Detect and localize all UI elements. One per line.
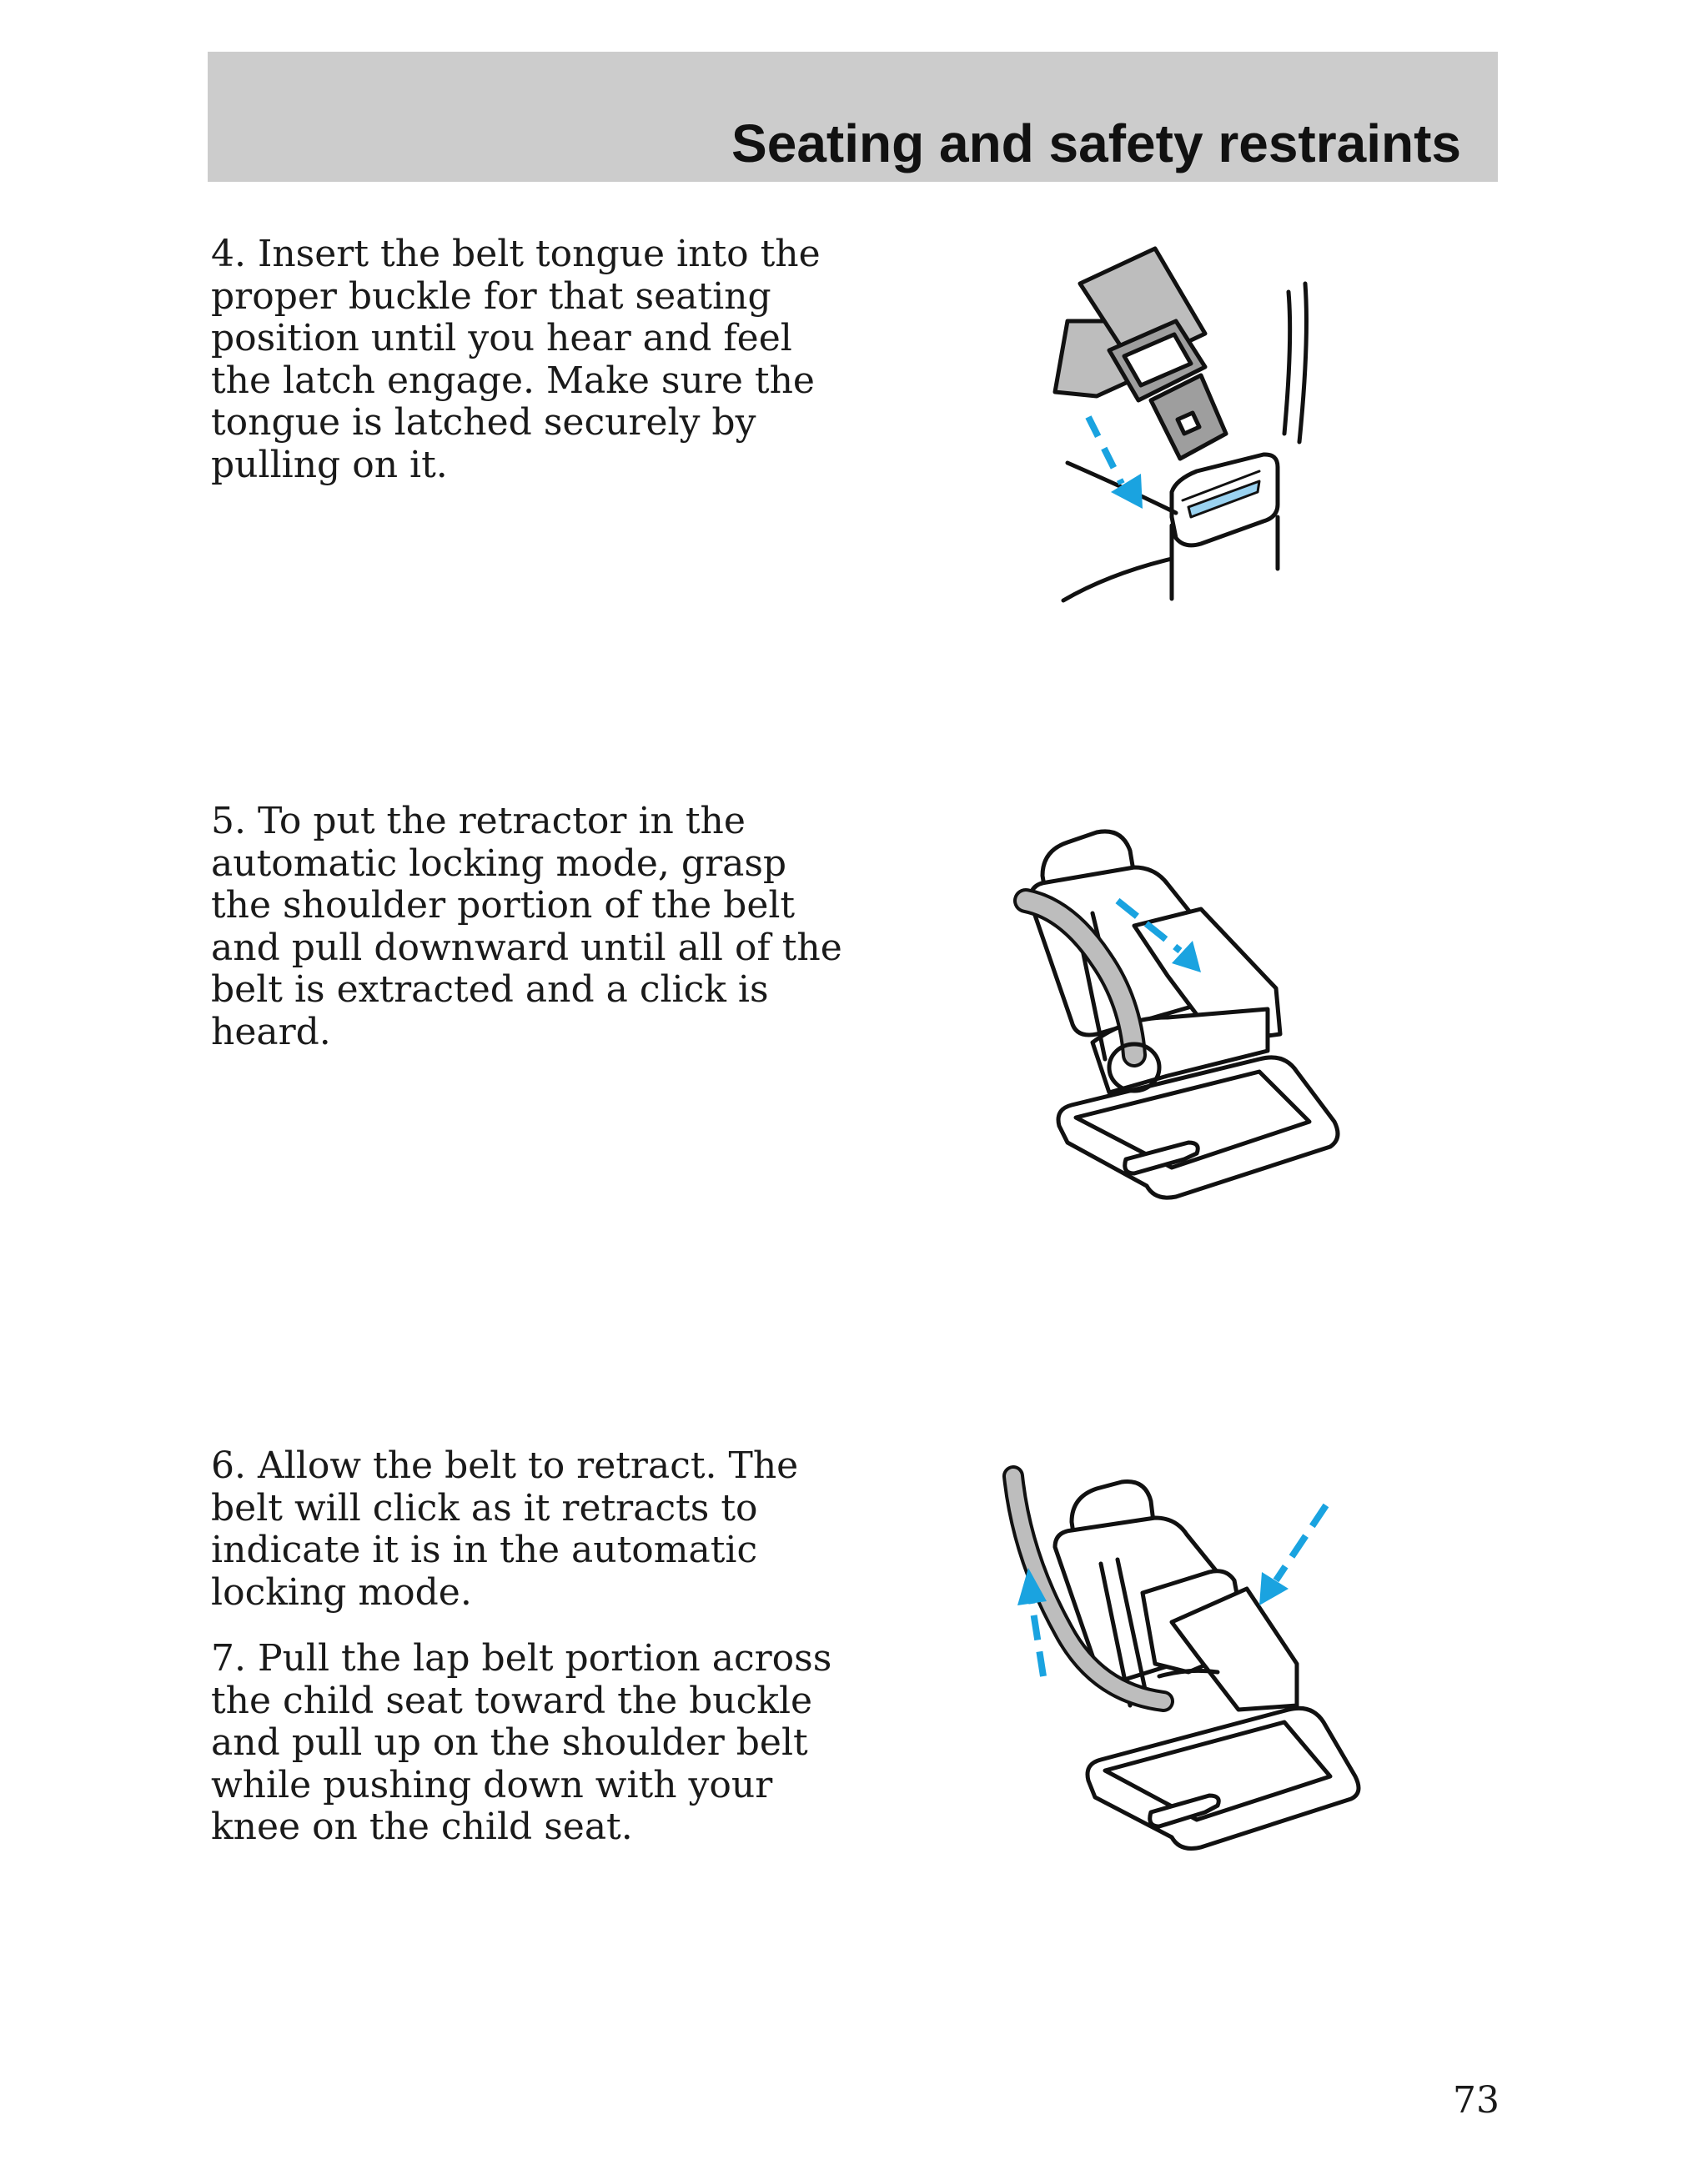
section-header-bar xyxy=(208,52,1498,182)
page-number: 73 xyxy=(1453,2079,1500,2122)
child-seat-pull-belt-illustration xyxy=(1009,809,1376,1243)
step-6-text: 6. Allow the belt to retract. The belt will click as it retracts to indicate it is in the automatic locking mode. xyxy=(211,1444,799,1614)
step-7-text: 7. Pull the lap belt portion across the child seat toward the buckle and pull up on the shoulder belt while pushing down with your knee on the child seat. xyxy=(211,1637,832,1848)
step-5-text: 5. To put the retractor in the automatic locking mode, grasp the shoulder portion of the belt and pull downward until all of the belt is extracted and a click is heard. xyxy=(211,800,842,1053)
step-4-text: 4. Insert the belt tongue into the proper buckle for that seating position until you hear and feel the latch engage. Make sure the tongue is latched securely by pulling on it. xyxy=(211,233,821,486)
seatbelt-buckle-illustration xyxy=(1034,242,1351,625)
child-seat-retract-illustration xyxy=(997,1455,1397,1897)
section-title: Seating and safety restraints xyxy=(731,113,1461,173)
